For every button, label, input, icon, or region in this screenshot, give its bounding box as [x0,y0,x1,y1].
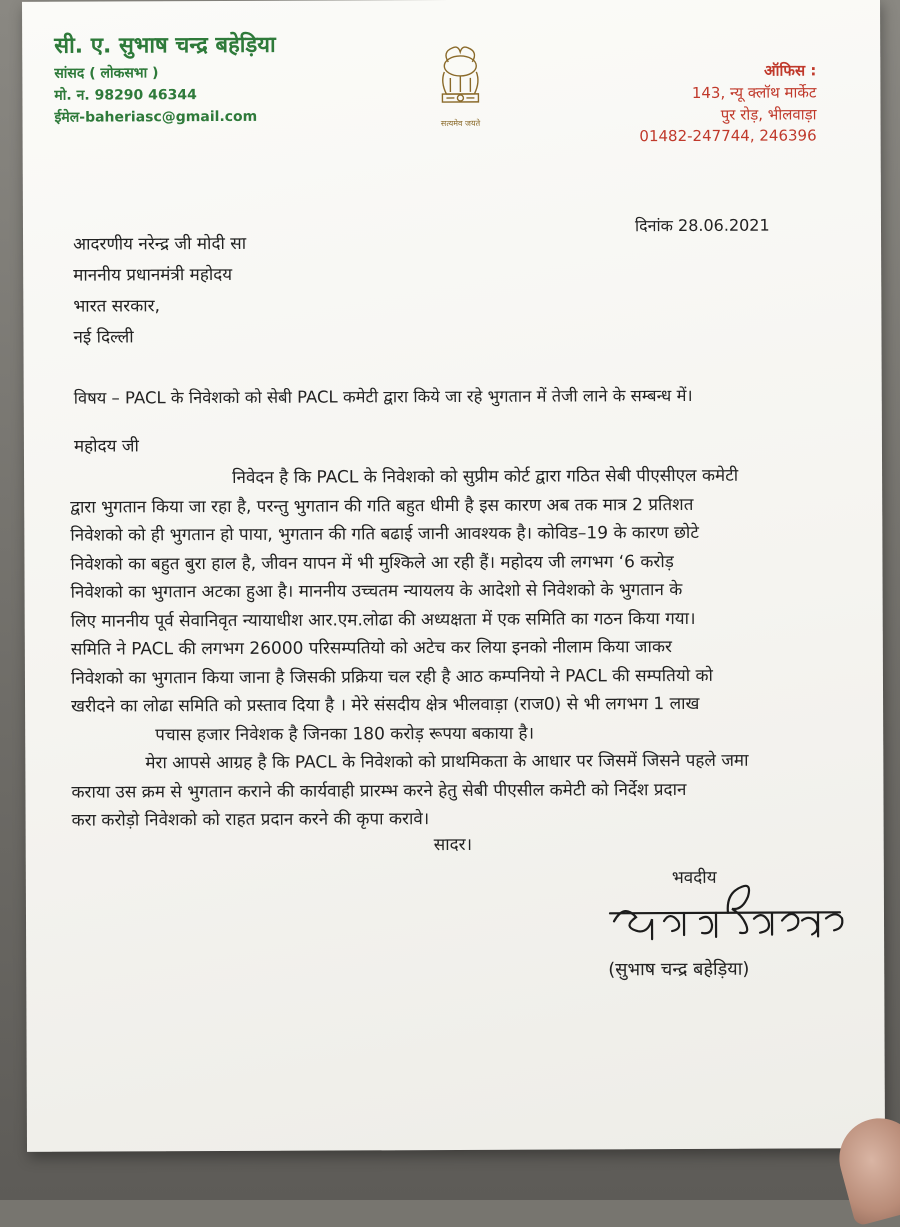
paragraph-line: द्वारा भुगतान किया जा रहा है, परन्तु भुगतान की गति बहुत धीमी है इस कारण अब तक मात्र 2 प्रतिशत [70,494,694,518]
valediction: भवदीय [671,867,717,889]
handwritten-signature [604,878,864,959]
recipient-line: आदरणीय नरेन्द्र जी मोदी सा [73,233,247,255]
paragraph-line: निवेशको का भुगतान अटका हुआ है। माननीय उच्चतम न्यायलय के आदेशो से निवेशको के भुगतान के [70,579,683,603]
sender-email: ईमेल-baheriasc@gmail.com [54,108,258,126]
letter-date: दिनांक 28.06.2021 [634,215,770,236]
body-paragraph-1 [70,461,841,749]
office-phone: 01482-247744, 246396 [639,126,817,146]
paragraph-line: समिति ने PACL की लगभग 26000 परिसम्पतियो को अटेच कर लिया इनको नीलाम किया जाकर [70,637,672,660]
paragraph-line: निवेशको का भुगतान किया जाना है जिसकी प्रक्रिया चल रही है आठ कम्पनियो ने PACL की सम्पतियो को [70,665,713,689]
paragraph-line: कराया उस क्रम से भुगतान कराने की कार्यवाही प्रारम्भ करने हेतु सेबी पीएसील कमेटी को निर्देश प्रदान [71,779,687,803]
salutation: महोदय जी [73,436,139,457]
paragraph-line: पचास हजार निवेशक है जिनका 180 करोड़ रूपया बकाया है। [155,723,535,745]
body-paragraph-2 [71,746,841,835]
paragraph-line: मेरा आपसे आग्रह है कि PACL के निवेशको को प्राथमिकता के आधार पर जिसमें जिसने पहले जमा [145,750,749,774]
recipient-line: माननीय प्रधानमंत्री महोदय [73,264,233,286]
office-address-line-2: पुर रोड़, भीलवाड़ा [720,105,817,124]
national-emblem-icon [430,42,490,138]
paragraph-line: निवेशको का बहुत बुरा हाल है, जीवन यापन में भी मुश्किले आ रही हैं। महोदय जी लगभग ‘6 करोड़ [70,551,674,575]
emblem-motto: सत्यमेव जयते [440,118,481,129]
office-address-line-1: 143, न्यू क्लॉथ मार्केट [691,83,817,102]
paragraph-line: करा करोड़ो निवेशको को राहत प्रदान करने की कृपा करावे। [71,809,430,831]
sender-designation: सांसद ( लोकसभा ) [54,65,159,82]
subject-line: विषय – PACL के निवेशको को सेबी PACL कमेटी द्वारा किये जा रहे भुगतान में तेजी लाने के सम्बन्ध में। [73,385,693,408]
office-label: ऑफिस : [764,61,817,80]
recipient-block [73,229,247,354]
sender-mobile: मो. न. 98290 46344 [54,87,197,104]
signature-text: सुभाष बहेड़िया [603,879,610,881]
recipient-line: भारत सरकार, [73,296,161,317]
letter-page [22,0,885,1152]
paragraph-line: निवेदन है कि PACL के निवेशको को सुप्रीम कोर्ट द्वारा गठित सेबी पीएसीएल कमेटी [232,465,739,488]
paragraph-line: लिए माननीय पूर्व सेवानिवृत न्यायाधीश आर.एम.लोढा की अध्यक्षता में एक समिति का गठन किया गया। [70,608,696,632]
paragraph-line: खरीदने का लोढा समिति को प्रस्ताव दिया है । मेरे संसदीय क्षेत्र भीलवाड़ा (राज0) से भी लगभग 1 लाख [71,693,700,717]
recipient-line: नई दिल्ली [73,327,134,348]
signatory-name: (सुभाष चन्द्र बहेड़िया) [608,958,750,981]
closing-regards: सादर। [433,834,473,856]
sender-name: सी. ए. सुभाष चन्द्र बहेड़िया [54,32,276,59]
paragraph-line: निवेशको को ही भुगतान हो पाया, भुगतान की गति बढाई जानी आवश्यक है। कोविड–19 के कारण छोटे [70,522,699,546]
